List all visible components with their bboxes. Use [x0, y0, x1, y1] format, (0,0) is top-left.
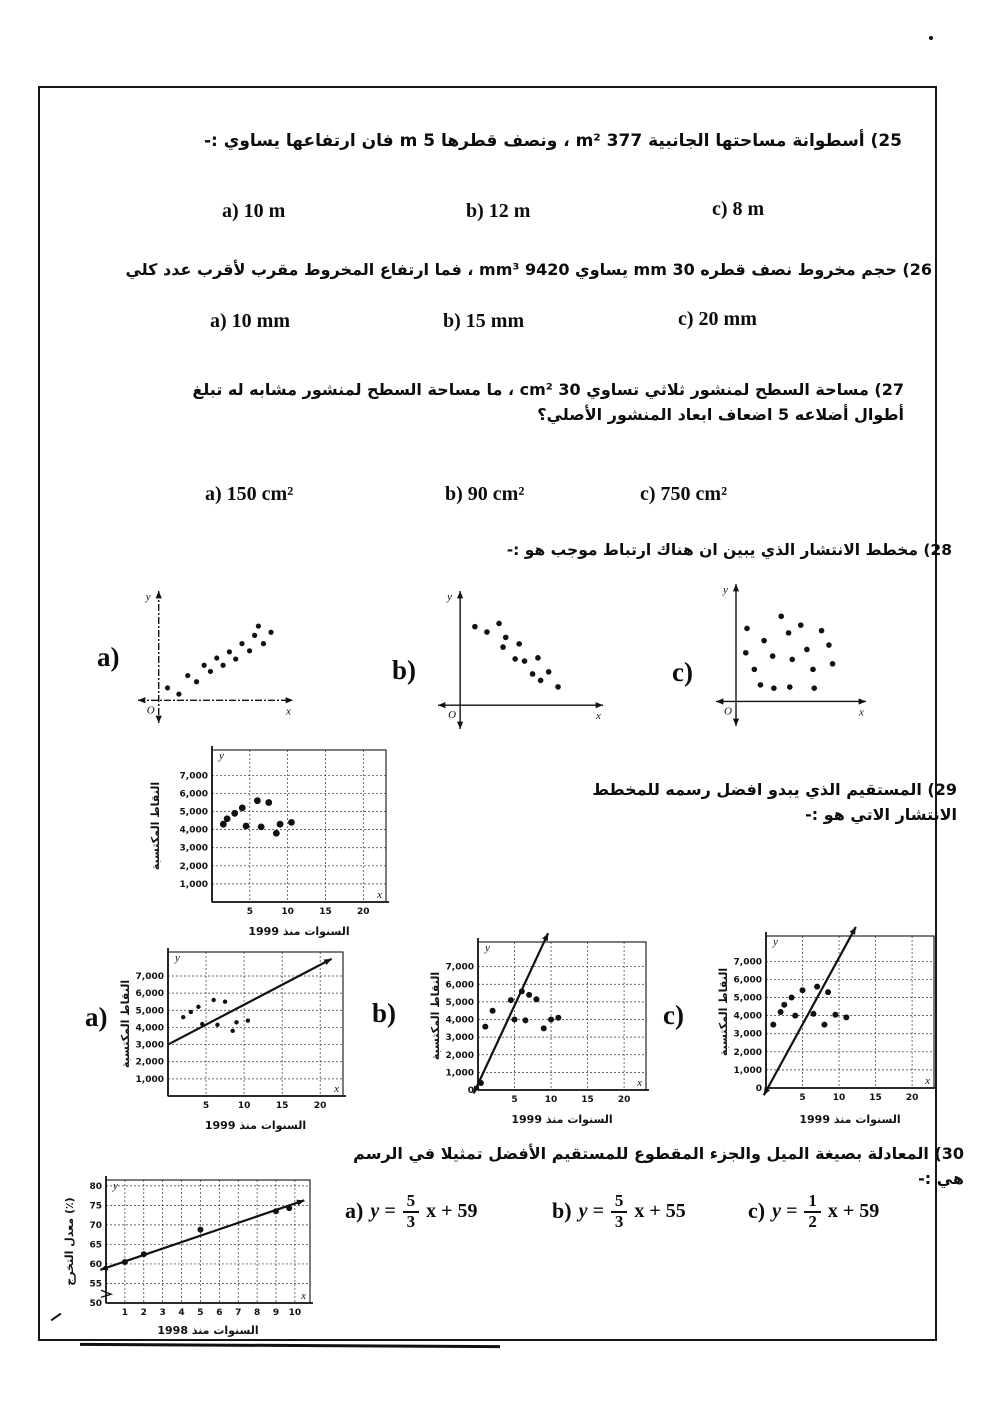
svg-text:7: 7 [235, 1308, 242, 1318]
svg-text:x: x [925, 1075, 930, 1087]
svg-text:5: 5 [246, 907, 253, 917]
svg-text:55: 55 [89, 1279, 102, 1290]
svg-text:O: O [146, 704, 155, 717]
svg-text:1: 1 [121, 1308, 129, 1318]
svg-text:5: 5 [799, 1093, 806, 1103]
svg-text:النقاط المكتسبة: النقاط المكتسبة [429, 971, 442, 1061]
q27-answer-b [445, 483, 524, 506]
fraction-numerator: 5 [611, 1192, 628, 1213]
svg-text:6,000: 6,000 [445, 980, 474, 991]
svg-text:70: 70 [89, 1220, 102, 1231]
q28-option-label-a: a) [97, 642, 120, 672]
svg-text:2: 2 [140, 1308, 147, 1318]
svg-text:x: x [637, 1077, 642, 1089]
svg-text:1,000: 1,000 [179, 879, 208, 890]
q30-answer-c [748, 1192, 879, 1231]
q27-answer-c [640, 483, 727, 506]
q26-answer-c [678, 308, 757, 331]
svg-text:x: x [596, 710, 601, 723]
svg-text:معدل التخرج (٪): معدل التخرج (٪) [63, 1197, 76, 1286]
q26-answer-b [443, 310, 524, 333]
svg-text:5: 5 [202, 1101, 210, 1111]
svg-text:النقاط المكتسبة: النقاط المكتسبة [717, 967, 730, 1057]
fraction-denominator: 3 [614, 1211, 624, 1231]
answer-key: a) [205, 483, 222, 505]
q29-option-label-a: a) [85, 1002, 108, 1032]
q25-answer-b [466, 200, 530, 223]
svg-text:النقاط المكتسبة: النقاط المكتسبة [149, 781, 162, 871]
scan-speck [929, 36, 933, 40]
svg-text:y: y [723, 584, 728, 596]
answer-text: 15 mm [465, 310, 525, 332]
svg-text:1,000: 1,000 [135, 1074, 164, 1085]
svg-text:20: 20 [617, 1095, 631, 1105]
svg-text:4,000: 4,000 [179, 825, 208, 836]
svg-text:4,000: 4,000 [135, 1023, 164, 1034]
svg-text:0: 0 [755, 1084, 762, 1094]
fraction [804, 1192, 821, 1231]
q27-answer-a [205, 483, 293, 506]
fraction [611, 1192, 628, 1231]
answer-key: a) [345, 1198, 364, 1224]
svg-text:6,000: 6,000 [733, 975, 762, 986]
q28-scatter-positive [128, 583, 303, 735]
equation-rhs: x + 59 [426, 1199, 478, 1222]
svg-text:النقاط المكتسبة: النقاط المكتسبة [119, 979, 132, 1069]
svg-text:السنوات منذ 1999: السنوات منذ 1999 [799, 1113, 901, 1126]
scan-streak [80, 1343, 500, 1348]
svg-text:20: 20 [357, 907, 370, 917]
fraction-numerator: 1 [804, 1192, 821, 1213]
question-30-text: 30) المعادلة بصيغة الميل والجزء المقطوع للمستقيم الأفضل تمثيلا في الرسم هي :- [353, 1144, 964, 1188]
svg-text:15: 15 [581, 1095, 594, 1105]
svg-text:y: y [219, 750, 224, 762]
svg-text:5,000: 5,000 [179, 807, 208, 818]
fraction-denominator: 3 [406, 1211, 416, 1231]
answer-text: 750 cm² [660, 483, 728, 505]
svg-text:5: 5 [197, 1308, 204, 1318]
question-25-text: 25) أسطوانة مساحتها الجانبية 377 m² ، ونصف قطرها 5 m فان ارتفاعها يساوي :- [203, 131, 902, 151]
svg-text:10: 10 [237, 1101, 251, 1111]
q29-option-label-b: b) [372, 998, 397, 1028]
svg-text:السنوات منذ 1999: السنوات منذ 1999 [248, 925, 350, 938]
svg-text:5,000: 5,000 [733, 993, 762, 1004]
question-29-text: 29) المستقيم الذي يبدو افضل رسمه للمخطط الانتشار الاتي هو :- [592, 780, 957, 824]
svg-text:7,000: 7,000 [135, 972, 164, 982]
svg-text:7,000: 7,000 [179, 771, 208, 782]
svg-text:1,000: 1,000 [733, 1065, 762, 1076]
fraction-numerator: 5 [403, 1192, 420, 1213]
svg-text:x: x [286, 705, 291, 718]
svg-text:O: O [724, 705, 732, 718]
q30-best-fit-chart [62, 1172, 322, 1337]
svg-text:3,000: 3,000 [135, 1040, 164, 1051]
svg-text:3,000: 3,000 [179, 843, 208, 854]
answer-key: b) [552, 1198, 572, 1224]
q29-line-option-b [428, 926, 656, 1126]
svg-text:y: y [447, 591, 453, 603]
answer-key: c) [678, 308, 694, 330]
q30-answer-b [552, 1192, 686, 1231]
q28-option-label-b: b) [392, 655, 417, 685]
answer-key: b) [443, 310, 461, 332]
q29-line-option-c [716, 920, 944, 1126]
answer-key: a) [210, 310, 227, 332]
svg-text:x: x [301, 1290, 306, 1302]
answer-key: b) [466, 200, 484, 222]
q29-line-option-a [118, 940, 353, 1132]
svg-text:8: 8 [253, 1308, 261, 1318]
svg-text:y: y [145, 591, 151, 603]
svg-text:50: 50 [89, 1299, 102, 1309]
svg-text:y: y [485, 942, 490, 954]
fraction [403, 1192, 420, 1231]
svg-text:7,000: 7,000 [733, 957, 762, 968]
svg-text:75: 75 [89, 1201, 102, 1212]
equation-lhs: y = [578, 1199, 604, 1222]
answer-text: 150 cm² [226, 483, 294, 505]
svg-text:x: x [334, 1083, 339, 1095]
svg-text:y: y [113, 1180, 118, 1192]
svg-text:2,000: 2,000 [445, 1050, 474, 1061]
q26-answer-a [210, 310, 290, 333]
svg-text:1,000: 1,000 [445, 1068, 474, 1079]
svg-text:O: O [448, 709, 457, 722]
answer-text: 20 mm [698, 308, 757, 330]
svg-text:السنوات منذ 1998: السنوات منذ 1998 [157, 1324, 259, 1337]
svg-text:6,000: 6,000 [135, 989, 164, 1000]
svg-text:3,000: 3,000 [445, 1033, 474, 1044]
q30-answer-a [345, 1192, 478, 1231]
svg-text:6,000: 6,000 [179, 789, 208, 800]
equation-rhs: x + 59 [827, 1199, 880, 1222]
svg-text:15: 15 [275, 1101, 289, 1111]
fraction-denominator: 2 [808, 1211, 817, 1231]
q28-scatter-none [706, 576, 876, 738]
svg-text:5,000: 5,000 [445, 997, 474, 1008]
svg-text:3: 3 [159, 1308, 166, 1318]
svg-text:9: 9 [272, 1308, 280, 1318]
answer-key: c) [748, 1198, 766, 1224]
svg-text:السنوات منذ 1999: السنوات منذ 1999 [511, 1113, 613, 1126]
equation-rhs: x + 55 [634, 1199, 686, 1222]
svg-text:10: 10 [281, 907, 294, 917]
svg-text:20: 20 [905, 1093, 919, 1103]
q28-option-label-c: c) [672, 657, 693, 687]
answer-key: b) [445, 483, 463, 505]
question-28-text: 28) مخطط الانتشار الذي يبين ان هناك ارتباط موجب هو :- [506, 541, 952, 559]
svg-text:20: 20 [313, 1101, 327, 1111]
svg-text:10: 10 [832, 1093, 846, 1103]
q25-answer-c [712, 198, 764, 221]
svg-text:4: 4 [178, 1308, 185, 1318]
svg-text:2,000: 2,000 [733, 1047, 762, 1058]
svg-text:10: 10 [544, 1095, 558, 1105]
q29-main-scatter-chart [148, 742, 398, 938]
svg-text:5,000: 5,000 [135, 1006, 164, 1017]
answer-key: c) [712, 198, 728, 220]
answer-text: 10 m [243, 200, 286, 222]
svg-text:60: 60 [89, 1259, 102, 1270]
equation-lhs: y = [370, 1199, 396, 1222]
svg-text:3,000: 3,000 [733, 1029, 762, 1040]
svg-text:15: 15 [869, 1093, 882, 1103]
equation-lhs: y = [772, 1199, 798, 1222]
answer-text: 10 mm [231, 310, 290, 332]
svg-text:4,000: 4,000 [445, 1015, 474, 1026]
svg-text:4,000: 4,000 [733, 1011, 762, 1022]
q25-answer-a [222, 200, 285, 223]
svg-text:5: 5 [511, 1095, 518, 1105]
svg-text:7,000: 7,000 [445, 962, 474, 973]
svg-text:السنوات منذ 1999: السنوات منذ 1999 [204, 1119, 307, 1132]
q29-option-label-c: c) [663, 1000, 684, 1030]
svg-text:10: 10 [288, 1308, 302, 1318]
svg-text:2,000: 2,000 [135, 1057, 164, 1068]
svg-text:15: 15 [319, 907, 332, 917]
svg-text:y: y [175, 952, 180, 964]
svg-text:x: x [377, 889, 382, 901]
svg-text:y: y [773, 936, 778, 948]
svg-text:80: 80 [89, 1181, 102, 1192]
svg-text:2,000: 2,000 [179, 861, 208, 872]
answer-text: 90 cm² [467, 483, 525, 505]
svg-text:6: 6 [216, 1308, 223, 1318]
answer-text: 12 m [488, 200, 531, 222]
svg-text:65: 65 [89, 1240, 102, 1251]
svg-text:x: x [859, 706, 864, 719]
answer-key: a) [222, 200, 239, 222]
answer-text: 8 m [732, 198, 765, 220]
answer-key: c) [640, 483, 656, 505]
q28-scatter-negative [428, 583, 613, 741]
question-26-text: 26) حجم مخروط نصف قطره 30 mm يساوي 9420 mm³ ، فما ارتفاع المخروط مقرب لأقرب عدد كلي [125, 260, 932, 279]
question-27-text: 27) مساحة السطح لمنشور ثلاثي تساوي 30 cm² ، ما مساحة السطح لمنشور مشابه له تبلغ أطوال أضلاعه 5 اضعاف ابعاد المنشور الأصلي؟ [192, 380, 904, 424]
svg-text:0: 0 [467, 1086, 474, 1096]
